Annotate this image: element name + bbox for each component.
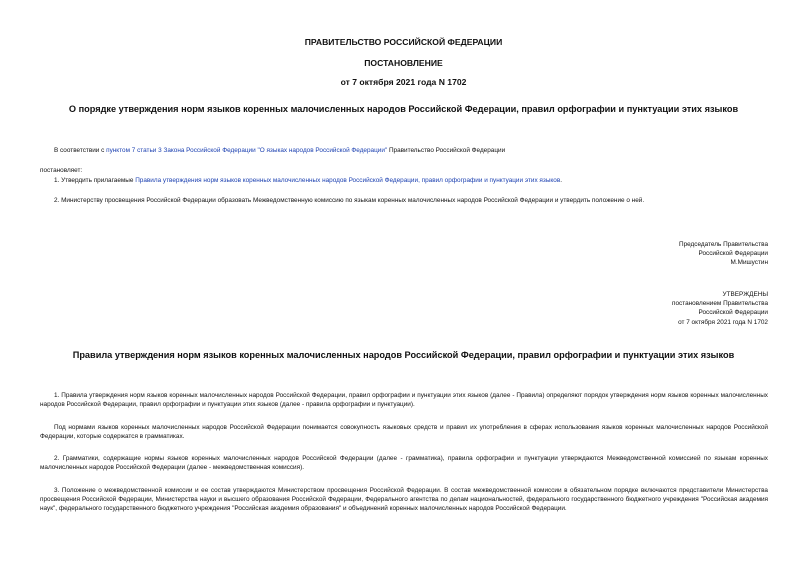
rules-paragraph-2: Под нормами языков коренных малочисленных народов Российской Федерации понимается совокупность языковых средств и правил их употребления в сферах использования языков коренных малочисленных народов Российской Федерации, которые содержатся в грамматиках. xyxy=(40,424,768,441)
preamble-suffix: Правительство Российской Федерации xyxy=(387,147,506,154)
decree-item-2: 2. Министерству просвещения Российской Федерации образовать Межведомственную комиссию по языкам коренных малочисленных народов Российской Федерации и утвердить положение о ней. xyxy=(54,197,645,204)
rules-link[interactable]: Правила утверждения норм языков коренных малочисленных народов Российской Федерации, правил орфографии и пунктуации этих языков xyxy=(135,177,561,184)
signature-country: Российской Федерации xyxy=(698,250,768,258)
rules-title: Правила утверждения норм языков коренных малочисленных народов Российской Федерации, правил орфографии и пунктуации этих языков xyxy=(72,350,735,360)
decrees-label: постановляет: xyxy=(40,167,83,174)
signature-position: Председатель Правительства xyxy=(679,241,768,248)
government-heading: ПРАВИТЕЛЬСТВО РОССИЙСКОЙ ФЕДЕРАЦИИ xyxy=(304,37,503,47)
approval-by: постановлением Правительства xyxy=(672,300,768,308)
signature-block xyxy=(470,240,768,268)
approval-date: от 7 октября 2021 года N 1702 xyxy=(678,318,768,326)
signature-name: М.Мишустин xyxy=(730,259,768,267)
decree-item-1-suffix: . xyxy=(560,177,563,184)
decree-item-1-prefix: 1. Утвердить прилагаемые xyxy=(54,177,136,184)
document-title: О порядке утверждения норм языков коренных малочисленных народов Российской Федерации, правил орфографии и пунктуации этих языков xyxy=(68,104,739,114)
approval-word: УТВЕРЖДЕНЫ xyxy=(722,291,768,298)
preamble-prefix: В соответствии с xyxy=(54,147,107,154)
date-number-heading: от 7 октября 2021 года N 1702 xyxy=(340,77,467,87)
document-type-heading: ПОСТАНОВЛЕНИЕ xyxy=(364,58,443,68)
approval-stamp xyxy=(470,290,768,327)
rules-paragraph-4: 3. Положение о межведомственной комиссии и ее состав утверждаются Министерством просвещения Российской Федерации. В состав межведомственной комиссии в обязательном порядке включаются представители Министерства просвещения Российской Федерации, Министерства науки и высшего образования Российской Федерации, Федерального агентства по делам национальностей, федерального государственного бюджетного учреждения "Российская академия наук", федерального государственного бюджетного учреждения "Российская академия образования" и объединений коренных малочисленных народов Российской Федерации. xyxy=(40,487,768,513)
rules-paragraph-1: 1. Правила утверждения норм языков коренных малочисленных народов Российской Федерации, правил орфографии и пунктуации этих языков (далее - Правила) определяют порядок утверждения норм языков коренных малочисленных народов Российской Федерации, правил орфографии и пунктуации этих языков (далее - правила орфографии и пунктуации). xyxy=(40,392,768,409)
rules-paragraph-3: 2. Грамматики, содержащие нормы языков коренных малочисленных народов Российской Федерации (далее - грамматика), правила орфографии и пунктуации утверждаются Межведомственной комиссией по языкам коренных малочисленных народов Российской Федерации (далее - межведомственная комиссия). xyxy=(40,455,768,472)
decree-item-1 xyxy=(54,176,774,185)
law-reference-link[interactable]: пунктом 7 статьи 3 Закона Российской Федерации "О языках народов Российской Федерации" xyxy=(106,147,388,154)
preamble-paragraph xyxy=(54,146,774,155)
approval-country: Российской Федерации xyxy=(698,309,768,317)
